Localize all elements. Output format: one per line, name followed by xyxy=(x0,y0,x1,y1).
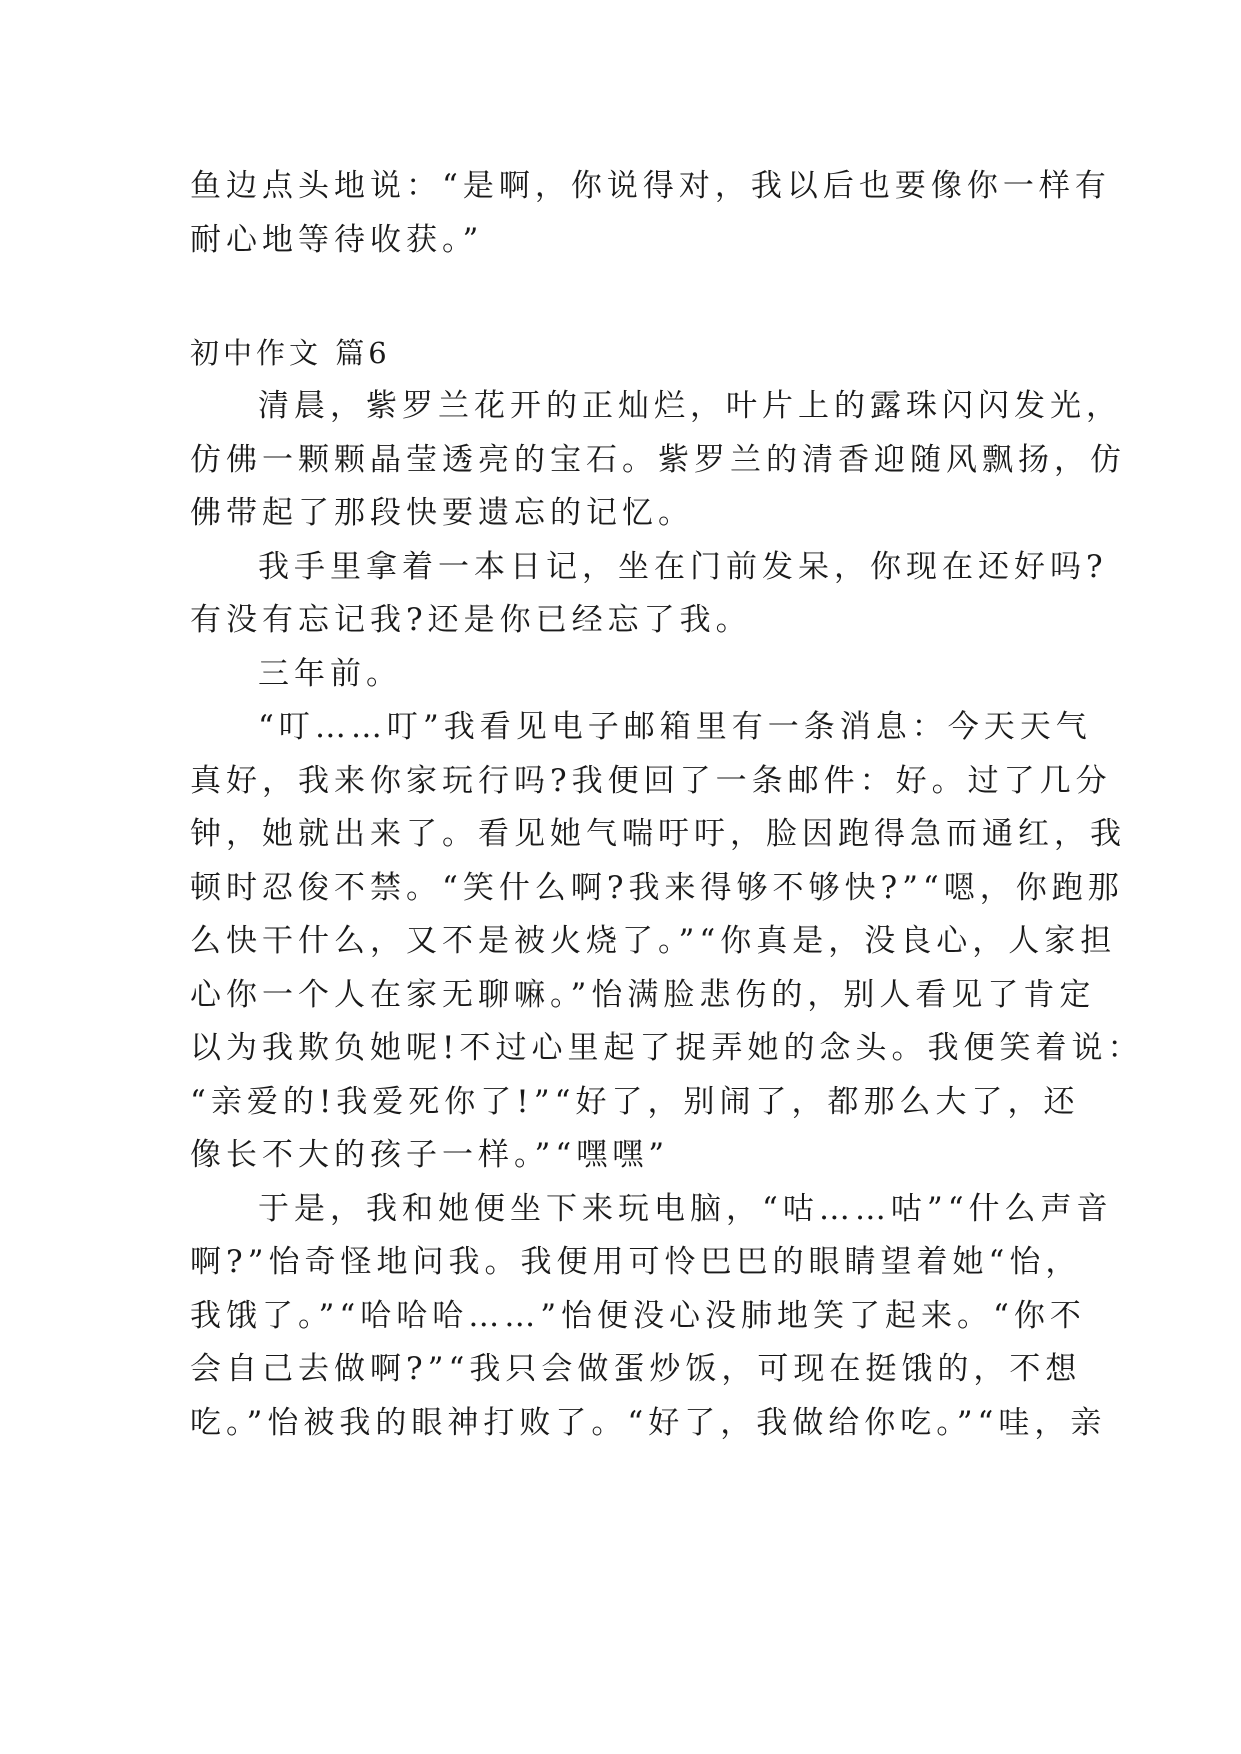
text-line: 三年前。 xyxy=(258,655,402,692)
section-gap xyxy=(190,267,1090,327)
text-line: 以为我欺负她呢!不过心里起了捉弄她的念头。我便笑着说： xyxy=(190,1030,1144,1066)
text-line: 钟，她就出来了。看见她气喘吁吁，脸因跑得急而通红，我 xyxy=(190,816,1126,852)
text-line: 于是，我和她便坐下来玩电脑，“咕……咕”“什么声音 xyxy=(258,1190,1113,1227)
text-line: 我手里拿着一本日记，坐在门前发呆，你现在还好吗? xyxy=(258,548,1108,585)
text-line: 真好，我来你家玩行吗?我便回了一条邮件：好。过了几分 xyxy=(190,762,1112,799)
previous-essay-ending xyxy=(190,160,1111,267)
text-line: “叮……叮”我看见电子邮箱里有一条消息：今天天气 xyxy=(258,709,1092,745)
text-line: 佛带起了那段快要遗忘的记忆。 xyxy=(190,495,694,531)
text-line: “亲爱的!我爱死你了!”“好了，别闹了，都那么大了，还 xyxy=(190,1083,1080,1120)
paragraph-5 xyxy=(190,1183,1113,1451)
text-line: 吃。”怡被我的眼神打败了。“好了，我做给你吃。”“哇，亲 xyxy=(190,1404,1107,1441)
text-line: 顿时忍俊不禁。“笑什么啊?我来得够不够快?”“嗯，你跑那 xyxy=(190,869,1124,906)
paragraph-2 xyxy=(190,541,1108,648)
text-line: 耐心地等待收获。” xyxy=(190,221,484,258)
text-line: 有没有忘记我?还是你已经忘了我。 xyxy=(190,602,752,638)
text-line: 清晨，紫罗兰花开的正灿烂，叶片上的露珠闪闪发光， xyxy=(258,388,1122,424)
text-line: 仿佛一颗颗晶莹透亮的宝石。紫罗兰的清香迎随风飘扬，仿 xyxy=(190,441,1126,478)
essay-section-6 xyxy=(190,327,1144,1450)
paragraph-4 xyxy=(190,701,1144,1183)
text-line: 么快干什么，又不是被火烧了。”“你真是，没良心，人家担 xyxy=(190,923,1117,959)
document-page xyxy=(190,160,1144,1450)
text-line: 像长不大的孩子一样。”“嘿嘿” xyxy=(190,1137,670,1173)
essay-heading: 初中作文 篇6 xyxy=(190,336,391,370)
paragraph-1 xyxy=(190,380,1126,541)
text-line: 心你一个人在家无聊嘛。”怡满脸悲伤的，别人看见了肯定 xyxy=(190,976,1096,1013)
text-line: 我饿了。”“哈哈哈……”怡便没心没肺地笑了起来。“你不 xyxy=(190,1297,1086,1334)
text-line: 啊?”怡奇怪地问我。我便用可怜巴巴的眼睛望着她“怡， xyxy=(190,1244,1082,1280)
text-line: 鱼边点头地说：“是啊，你说得对，我以后也要像你一样有 xyxy=(190,168,1111,204)
text-line: 会自己去做啊?”“我只会做蛋炒饭，可现在挺饿的，不想 xyxy=(190,1351,1082,1387)
paragraph-3 xyxy=(190,648,1090,702)
